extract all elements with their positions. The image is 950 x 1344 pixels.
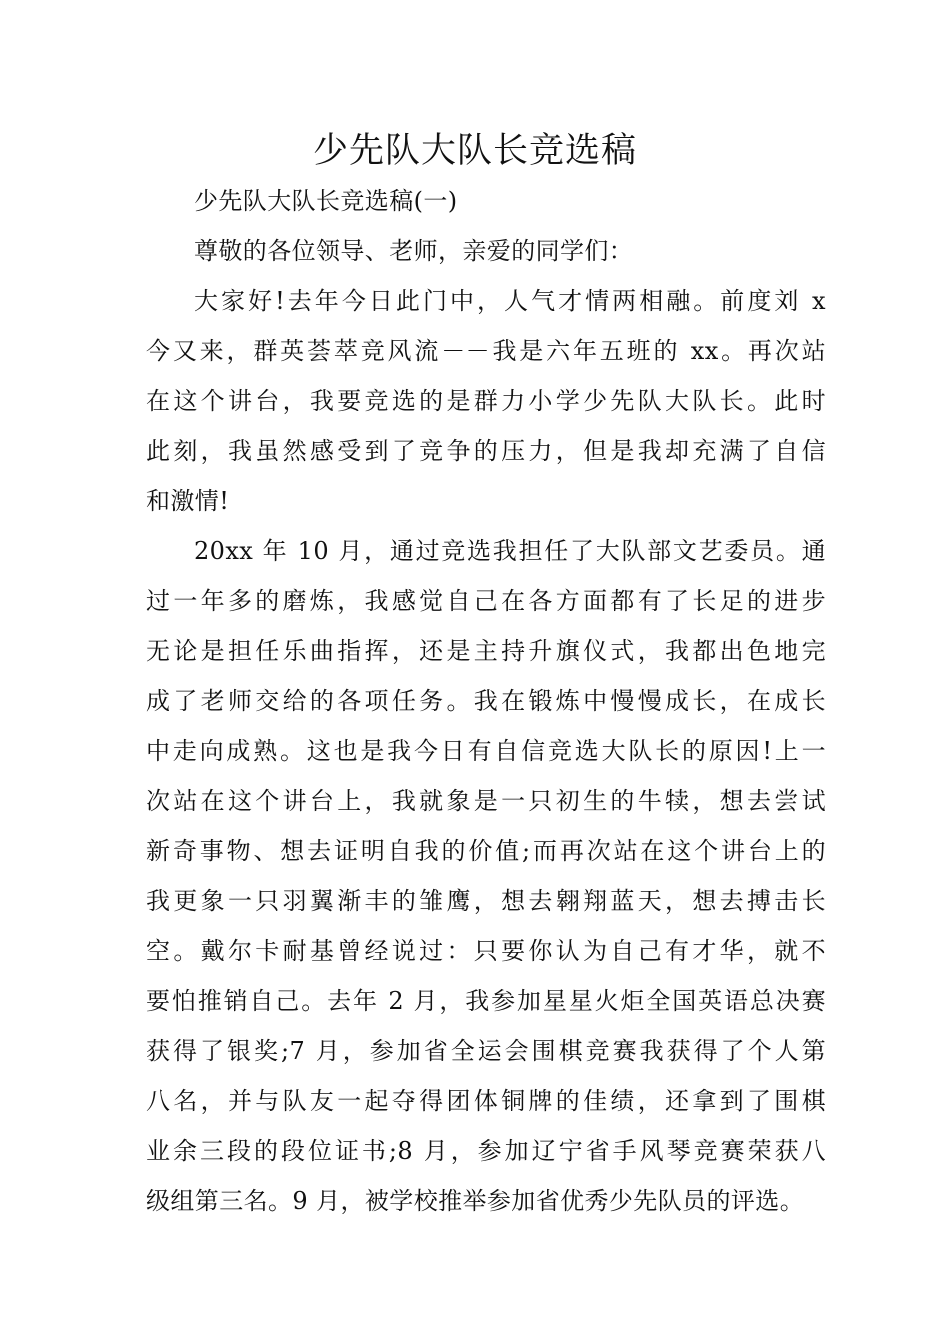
paragraph-line: 新奇事物、想去证明自我的价值;而再次站在这个讲台上的 (146, 837, 826, 865)
paragraph-line: 成了老师交给的各项任务。我在锻炼中慢慢成长，在成长 (146, 687, 826, 715)
paragraph-line: 大家好!去年今日此门中，人气才情两相融。前度刘 x (194, 287, 826, 315)
paragraph-line: 今又来，群英荟萃竞风流－－我是六年五班的 xx。再次站 (146, 337, 826, 365)
paragraph-line: 无论是担任乐曲指挥，还是主持升旗仪式，我都出色地完 (146, 637, 826, 665)
salutation: 尊敬的各位领导、老师，亲爱的同学们： (194, 237, 634, 265)
paragraph-line: 此刻，我虽然感受到了竞争的压力，但是我却充满了自信 (146, 437, 826, 465)
paragraph-line: 20xx 年 10 月，通过竞选我担任了大队部文艺委员。通 (194, 537, 826, 565)
document-subtitle: 少先队大队长竞选稿(一) (194, 187, 458, 215)
paragraph-line: 过一年多的磨炼，我感觉自己在各方面都有了长足的进步 (146, 587, 826, 615)
paragraph-line: 中走向成熟。这也是我今日有自信竞选大队长的原因!上一 (146, 737, 826, 765)
paragraph-line: 我更象一只羽翼渐丰的雏鹰，想去翱翔蓝天，想去搏击长 (146, 887, 826, 915)
document-title: 少先队大队长竞选稿 (312, 131, 637, 171)
paragraph-line: 获得了银奖;7 月，参加省全运会围棋竞赛我获得了个人第 (146, 1037, 826, 1065)
paragraph-line: 级组第三名。9 月，被学校推举参加省优秀少先队员的评选。 (146, 1187, 805, 1215)
paragraph-line: 和激情! (146, 487, 230, 515)
paragraph-line: 业余三段的段位证书;8 月，参加辽宁省手风琴竞赛荣获八 (146, 1137, 826, 1165)
paragraph-line: 空。戴尔卡耐基曾经说过：只要你认为自己有才华，就不 (146, 937, 826, 965)
paragraph-line: 在这个讲台，我要竞选的是群力小学少先队大队长。此时 (146, 387, 826, 415)
paragraph-line: 八名，并与队友一起夺得团体铜牌的佳绩，还拿到了围棋 (146, 1087, 826, 1115)
paragraph-line: 次站在这个讲台上，我就象是一只初生的牛犊，想去尝试 (146, 787, 826, 815)
paragraph-line: 要怕推销自己。去年 2 月，我参加星星火炬全国英语总决赛 (146, 987, 826, 1015)
